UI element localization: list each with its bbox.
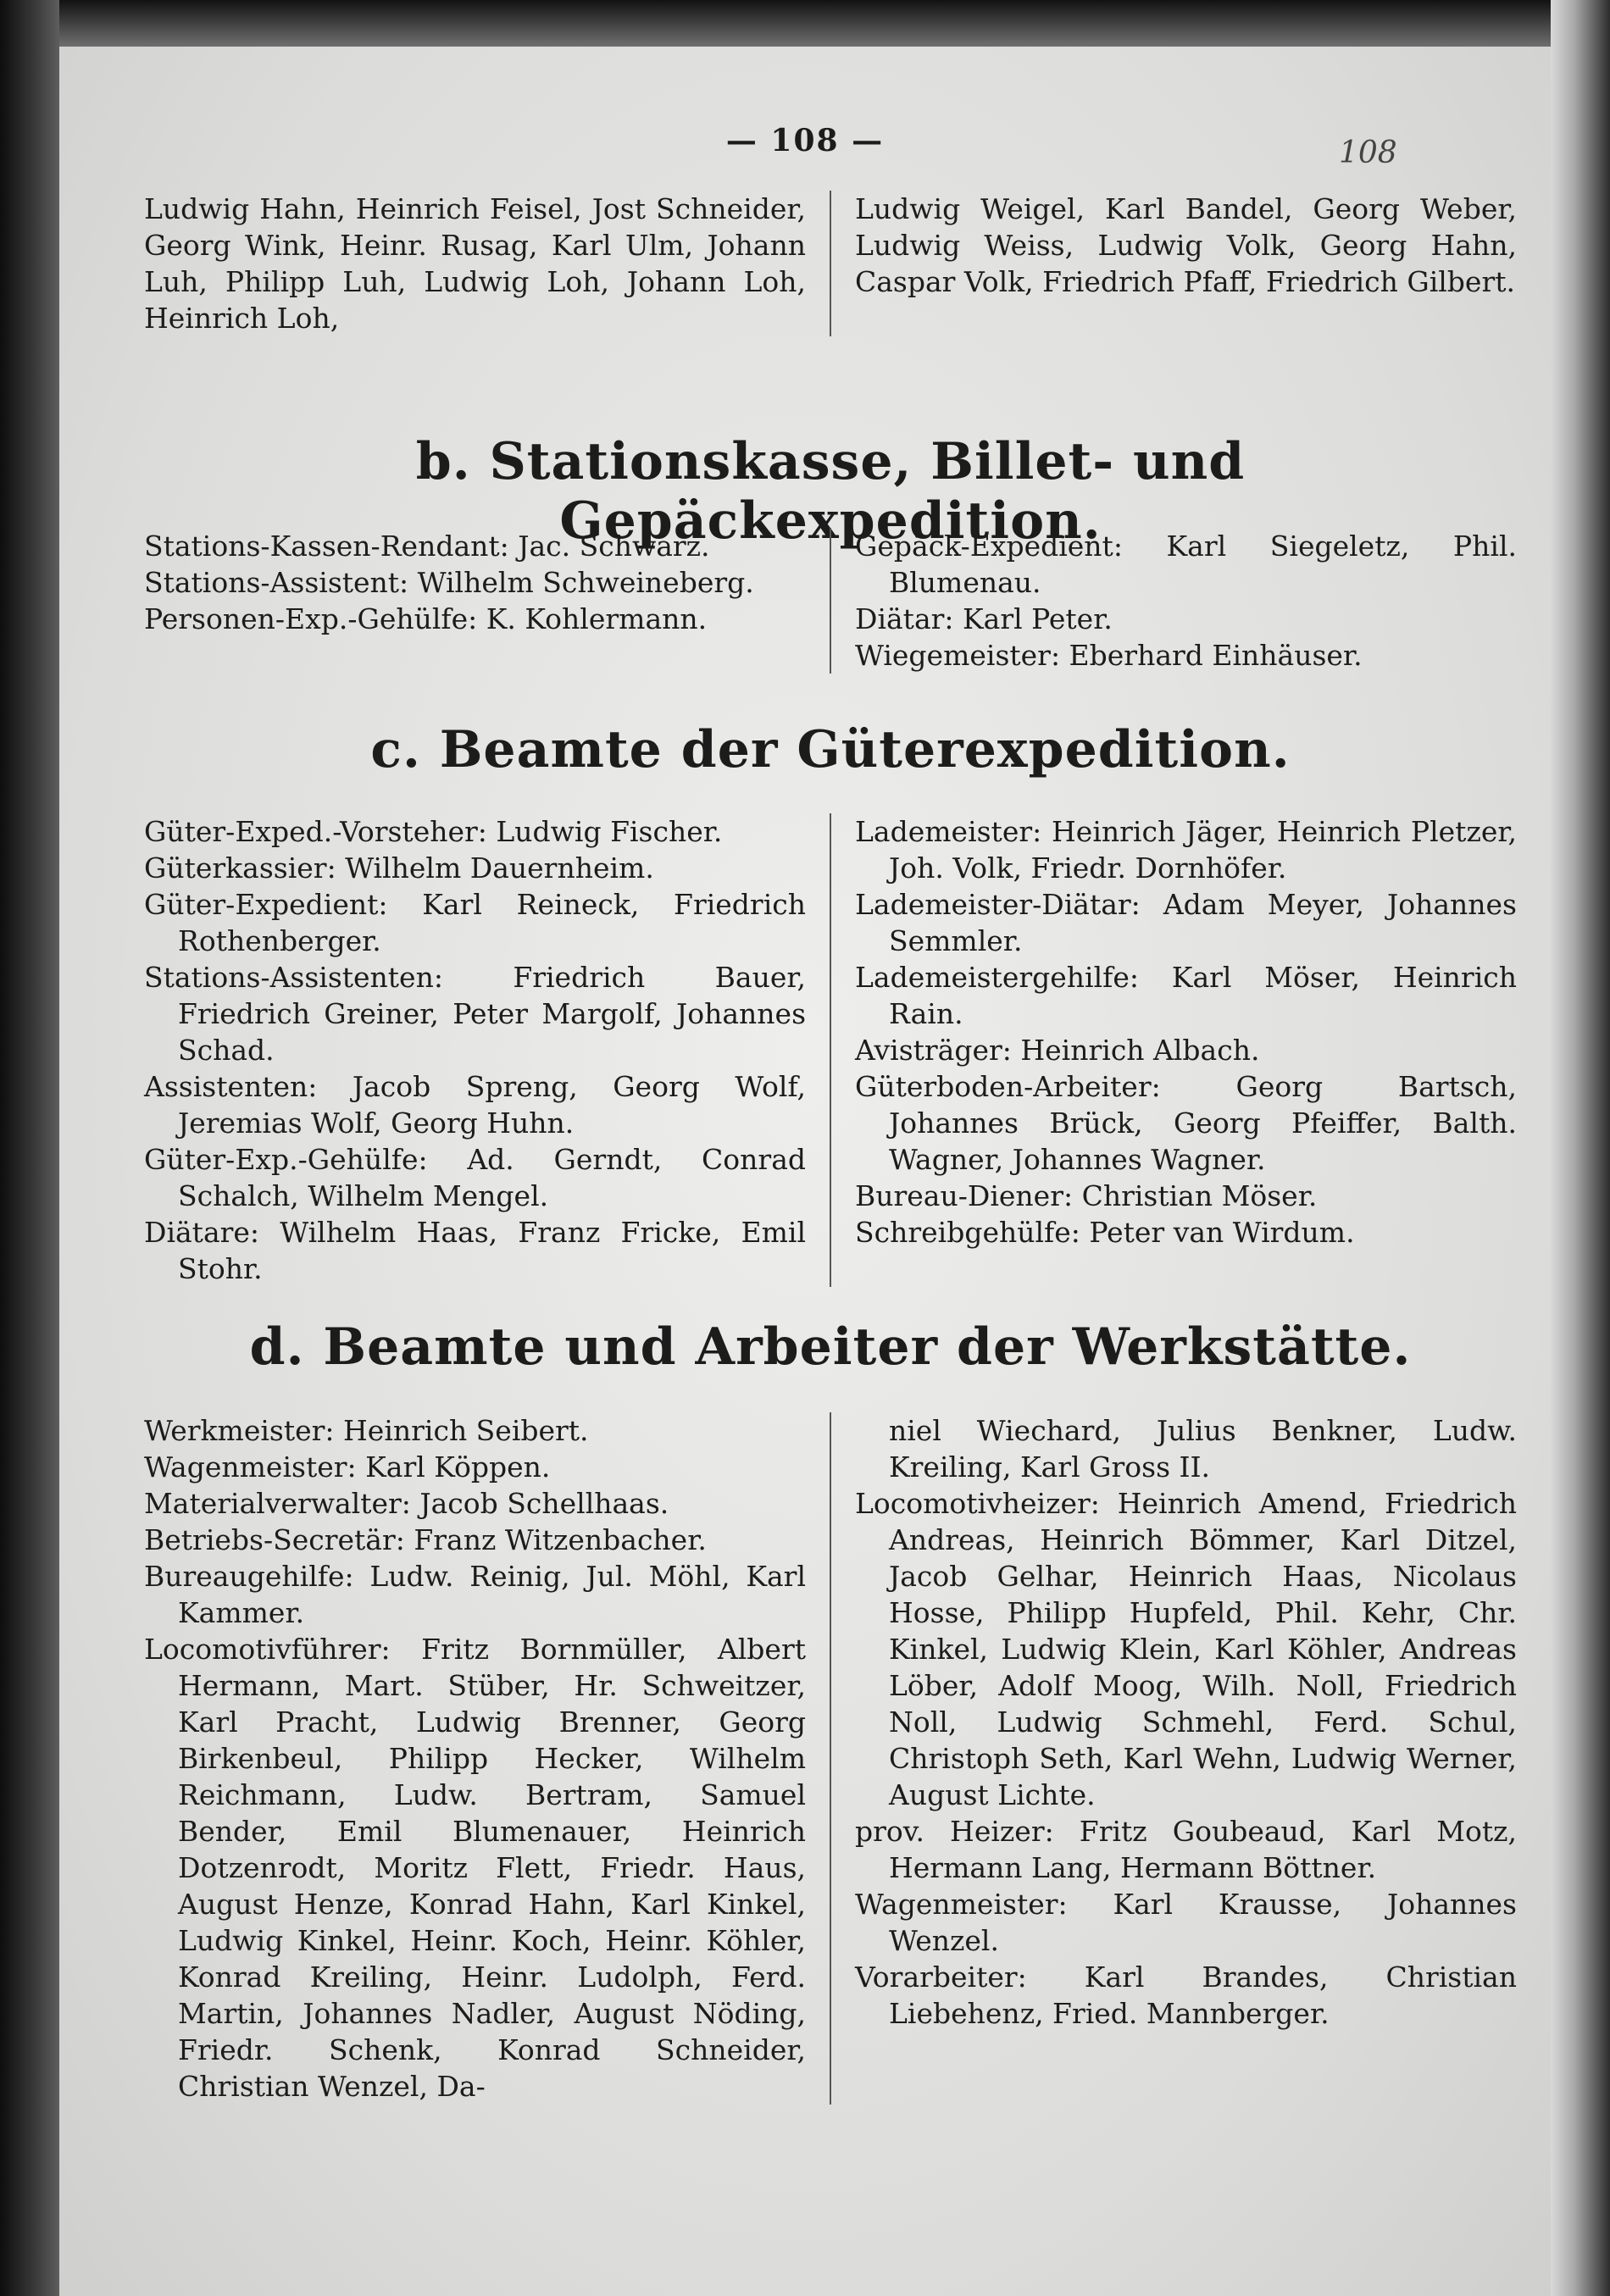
section-c-right-entry: Avisträger: Heinrich Albach.: [855, 1034, 1260, 1067]
section-c-right-entry: Güterboden-Arbeiter: Georg Bartsch, Johannes Brück, Georg Pfeiffer, Balth. Wagner, Johannes Wagner.: [855, 1070, 1517, 1176]
section-c-right-column: [831, 813, 1517, 1287]
section-c-left-entry: Güter-Exped.-Vorsteher: Ludwig Fischer.: [144, 815, 723, 848]
continuation-right-text: Ludwig Weigel, Karl Bandel, Georg Weber, Ludwig Weiss, Ludwig Volk, Georg Hahn, Caspar Volk, Friedrich Pfaff, Friedrich Gilbert.: [855, 192, 1517, 298]
section-c-left-entry: Güterkassier: Wilhelm Dauernheim.: [144, 851, 654, 885]
section-c-right-entry: Lademeister: Heinrich Jäger, Heinrich Pletzer, Joh. Volk, Friedr. Dornhöfer.: [855, 815, 1517, 885]
section-b-right-entry: Gepäck-Expedient: Karl Siegeletz, Phil. Blumenau.: [855, 530, 1517, 599]
section-b-left-column: [144, 528, 831, 674]
section-c-left-column: [144, 813, 831, 1287]
section-d-heading: d. Beamte und Arbeiter der Werkstätte.: [249, 1317, 1412, 1377]
continuation-left-text: Ludwig Hahn, Heinrich Feisel, Jost Schneider, Georg Wink, Heinr. Rusag, Karl Ulm, Johann Luh, Philipp Luh, Ludwig Loh, Johann Loh, Heinrich Loh,: [144, 192, 806, 335]
section-d-left-entry: Betriebs-Secretär: Franz Witzenbacher.: [144, 1523, 707, 1556]
section-d-right-entry: prov. Heizer: Fritz Goubeaud, Karl Motz, Hermann Lang, Hermann Böttner.: [855, 1815, 1517, 1884]
section-c-heading: c. Beamte der Güterexpedition.: [370, 720, 1291, 779]
section-b-left-entry: Personen-Exp.-Gehülfe: K. Kohlermann.: [144, 602, 708, 635]
section-d-right-entry: Vorarbeiter: Karl Brandes, Christian Liebehenz, Fried. Mannberger.: [855, 1960, 1517, 2030]
section-b-body: [144, 528, 1517, 674]
section-d-left-entry: Wagenmeister: Karl Köppen.: [144, 1450, 551, 1484]
section-d-right-entry: Locomotivheizer: Heinrich Amend, Friedrich Andreas, Heinrich Bömmer, Karl Ditzel, Jacob Gelhar, Heinrich Haas, Nicolaus Hosse, Philipp Hupfeld, Phil. Kehr, Chr. Kinkel, Ludwig Klein, Karl Köhler, Andreas Löber, Adolf Moog, Wilh. Noll, Friedrich Noll, Ludwig Schmehl, Ferd. Schul, Christoph Seth, Karl Wehn, Ludwig Werner, August Lichte.: [855, 1487, 1517, 1811]
section-d-right-continuation: niel Wiechard, Julius Benkner, Ludw. Kreiling, Karl Gross II.: [889, 1414, 1517, 1484]
section-d-right-entry: Wagenmeister: Karl Krausse, Johannes Wenzel.: [855, 1888, 1517, 1957]
section-c-left-entry: Stations-Assistenten: Friedrich Bauer, Friedrich Greiner, Peter Margolf, Johannes Schad.: [144, 961, 806, 1067]
section-d-body: [144, 1412, 1517, 2105]
section-d-left-entry: Locomotivführer: Fritz Bornmüller, Albert Hermann, Mart. Stüber, Hr. Schweitzer, Karl Pracht, Ludwig Brenner, Georg Birkenbeul, Philipp Hecker, Wilhelm Reichmann, Ludw. Bertram, Samuel Bender, Emil Blumenauer, Heinrich Dotzenrodt, Moritz Flett, Friedr. Haus, August Henze, Konrad Hahn, Karl Kinkel, Ludwig Kinkel, Heinr. Koch, Heinr. Köhler, Konrad Kreiling, Heinr. Ludolph, Ferd. Martin, Johannes Nadler, August Nöding, Friedr. Schenk, Konrad Schneider, Christian Wenzel, Da-: [144, 1633, 806, 2103]
section-c-body: [144, 813, 1517, 1287]
book-binding: [0, 0, 59, 2296]
section-c-right-entry: Lademeister-Diätar: Adam Meyer, Johannes Semmler.: [855, 888, 1517, 957]
continuation-left-column: [144, 191, 831, 336]
section-b-heading: b. Stationskasse, Billet- und Gepäckexpedition.: [415, 432, 1246, 551]
page-top-shadow: [59, 0, 1551, 51]
section-c-right-entry: Schreibgehülfe: Peter van Wirdum.: [855, 1216, 1355, 1249]
section-d-left-entry: Bureaugehilfe: Ludw. Reinig, Jul. Möhl, Karl Kammer.: [144, 1560, 806, 1629]
continuation-right-column: [831, 191, 1517, 336]
continuation-block: [144, 191, 1517, 336]
section-b-right-entry: Wiegemeister: Eberhard Einhäuser.: [855, 639, 1363, 672]
section-d-left-entry: Materialverwalter: Jacob Schellhaas.: [144, 1487, 669, 1520]
section-c-left-entry: Güter-Exp.-Gehülfe: Ad. Gerndt, Conrad Schalch, Wilhelm Mengel.: [144, 1143, 806, 1212]
scanned-page: [59, 47, 1551, 2296]
section-b-right-column: [831, 528, 1517, 674]
page-edge-stack: [1551, 0, 1610, 2296]
page-number: — 108 —: [725, 123, 885, 158]
section-d-left-column: [144, 1412, 831, 2105]
section-b-right-entry: Diätar: Karl Peter.: [855, 602, 1113, 635]
section-c-left-entry: Assistenten: Jacob Spreng, Georg Wolf, Jeremias Wolf, Georg Huhn.: [144, 1070, 806, 1140]
section-c-right-entry: Bureau-Diener: Christian Möser.: [855, 1179, 1318, 1212]
handwritten-page-annotation: 108: [1339, 136, 1397, 170]
section-c-right-entry: Lademeistergehilfe: Karl Möser, Heinrich Rain.: [855, 961, 1517, 1030]
section-d-left-entry: Werkmeister: Heinrich Seibert.: [144, 1414, 589, 1447]
section-b-left-entry: Stations-Kassen-Rendant: Jac. Schwarz.: [144, 530, 710, 563]
section-c-left-entry: Güter-Expedient: Karl Reineck, Friedrich Rothenberger.: [144, 888, 806, 957]
section-d-right-column: [831, 1412, 1517, 2105]
section-c-left-entry: Diätare: Wilhelm Haas, Franz Fricke, Emil Stohr.: [144, 1216, 806, 1285]
section-b-left-entry: Stations-Assistent: Wilhelm Schweineberg.: [144, 566, 754, 599]
